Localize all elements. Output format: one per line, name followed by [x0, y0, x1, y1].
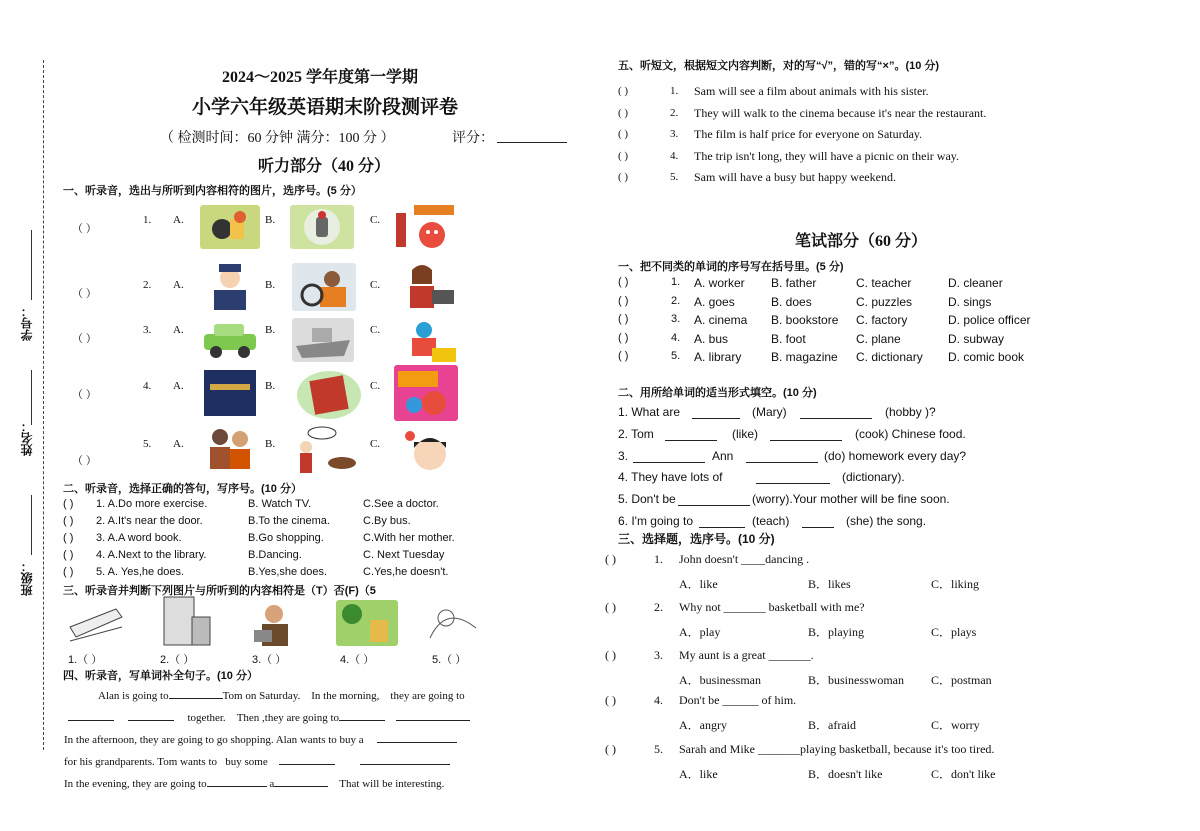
answer-paren[interactable]: ( )	[618, 276, 629, 288]
taxi-picture	[200, 318, 260, 360]
mc-option-c: C．don't like	[931, 767, 996, 781]
mc-option-b: B．playing	[808, 625, 864, 639]
word-option-a: A. cinema	[694, 313, 748, 327]
answer-paren[interactable]: ( )	[63, 515, 74, 527]
fill-blank[interactable]	[665, 440, 717, 441]
word-option-c: C. puzzles	[856, 294, 913, 309]
q4-line3: In the afternoon, they are going to go shopping. Alan wants to buy a	[64, 734, 457, 746]
answer-paren[interactable]: ( )	[618, 149, 629, 162]
fill-in-text: 5. Don't be	[618, 492, 676, 506]
option-a-label: A.	[173, 324, 184, 336]
upset-girl-picture	[400, 428, 456, 476]
mc-option-c: C．liking	[931, 577, 980, 591]
tf-answer-label[interactable]: 4.（ ）	[340, 654, 375, 666]
fill-blank[interactable]	[756, 483, 830, 484]
option-a-label: A.	[173, 279, 184, 291]
police-officer-picture	[202, 260, 258, 310]
mc-option-b: B．doesn't like	[808, 767, 883, 781]
exam-info: （ 检测时间：60 分钟 满分：100 分 ）	[160, 131, 395, 146]
tf-answer-label[interactable]: 3.（ ）	[252, 654, 287, 666]
mc-option-c: C．plays	[931, 625, 977, 639]
answer-paren[interactable]: ( )	[63, 566, 74, 578]
fill-blank[interactable]	[699, 527, 745, 528]
answer-paren[interactable]: ( )	[605, 648, 616, 662]
building-sketch-picture	[158, 593, 214, 649]
fill-in-text: Ann	[712, 449, 734, 463]
question-number: 4.	[143, 380, 152, 392]
mc-question: Why not _______ basketball with me?	[679, 600, 865, 614]
mc-option-a: A．businessman	[679, 673, 761, 687]
question-number: 1.	[671, 276, 681, 288]
train-sketch-picture	[66, 597, 126, 647]
answer-paren[interactable]: （ ）	[72, 455, 97, 467]
option-c-label: C.	[370, 380, 381, 392]
man-computer-picture	[250, 600, 300, 648]
answer-paren[interactable]: ( )	[63, 549, 74, 561]
question-number: 1.	[654, 552, 663, 566]
question-number: 2.	[654, 600, 663, 614]
question-number: 3.	[671, 313, 681, 325]
question-number: 4.	[670, 149, 679, 162]
q5-statement: The film is half price for everyone on Saturday.	[694, 127, 923, 141]
fill-blank[interactable]	[692, 418, 740, 419]
option-a-label: A.	[173, 380, 184, 392]
fill-blank[interactable]	[800, 418, 872, 419]
word-option-c: C. factory	[856, 313, 908, 327]
fill-in-text: (she) the song.	[846, 514, 927, 528]
answer-paren[interactable]: ( )	[605, 742, 616, 756]
class-label: 班级：	[20, 560, 34, 596]
student-id-label: 学号：	[20, 305, 34, 341]
fill-in-text: (worry).Your mother will be fine soon.	[752, 492, 950, 506]
mc-option-a: A．play	[679, 625, 721, 639]
driver-picture	[292, 263, 356, 311]
class-field[interactable]	[31, 495, 32, 555]
mc-option-b: B．likes	[808, 577, 851, 591]
fill-in-text: 1. What are	[618, 405, 681, 419]
q4-line5: In the evening, they are going to a That will be interesting.	[64, 778, 445, 790]
score-label: 评分：	[452, 131, 494, 146]
question-number: 5.	[143, 438, 152, 450]
mc-option-b: B．afraid	[808, 718, 856, 732]
option-b-label: B.	[265, 214, 276, 226]
mc-question: Sarah and Mike _______playing basketball, because it's too tired.	[679, 742, 995, 756]
writing-q1-title: 一、把不同类的单词的序号写在括号里。(5 分)	[618, 261, 844, 273]
question-number: 2.	[670, 106, 679, 119]
question-number: 5.	[654, 742, 663, 756]
fill-in-text: (dictionary).	[842, 470, 905, 484]
mc-question: Don't be ______ of him.	[679, 693, 797, 707]
q5-statement: The trip isn't long, they will have a picnic on their way.	[694, 148, 959, 163]
q2-option-b: B.Go shopping.	[248, 532, 324, 544]
q2-option-c: C.By bus.	[363, 515, 411, 527]
tf-answer-label[interactable]: 1.（ ）	[68, 654, 103, 666]
mc-option-a: A．angry	[679, 718, 727, 732]
q2-option-b: B.Yes,she does.	[248, 566, 328, 578]
question-number: 5.	[671, 350, 681, 362]
q2-option-b: B. Watch TV.	[248, 498, 312, 510]
q5-statement: Sam will have a busy but happy weekend.	[694, 170, 896, 184]
word-option-c: C. dictionary	[856, 350, 923, 364]
kids-picture	[402, 318, 458, 364]
fill-blank[interactable]	[678, 505, 750, 506]
sketch-scene-picture	[426, 598, 480, 646]
listening-q4-title: 四、听录音，写单词补全句子。(10 分）	[63, 670, 258, 682]
fill-in-text: (cook) Chinese food.	[855, 427, 966, 441]
mc-option-a: A．like	[679, 577, 718, 591]
fill-blank[interactable]	[802, 527, 834, 528]
word-option-d: D. cleaner	[948, 276, 1003, 290]
option-c-label: C.	[370, 438, 381, 450]
fill-in-text: 4. They have lots of	[618, 470, 723, 484]
answer-paren[interactable]: ( )	[618, 331, 629, 344]
option-b-label: B.	[265, 380, 276, 392]
q5-statement: They will walk to the cinema because it's near the restaurant.	[694, 105, 987, 120]
word-option-d: D. comic book	[948, 350, 1025, 364]
fill-blank[interactable]	[633, 462, 705, 463]
year-line: 2024～2025 学年度第一学期	[222, 69, 419, 86]
q2-option-c: C.See a doctor.	[363, 498, 439, 510]
exam-title: 小学六年级英语期末阶段测评卷	[192, 97, 459, 118]
answer-paren[interactable]: ( )	[605, 552, 616, 566]
answer-paren[interactable]: ( )	[618, 294, 629, 307]
word-option-d: D. subway	[948, 331, 1005, 346]
answer-paren[interactable]: ( )	[63, 532, 74, 544]
word-option-a: A. goes	[694, 294, 735, 309]
q2-option-c: C.With her mother.	[363, 532, 455, 544]
listening-q5-title: 五、听短文，根据短文内容判断，对的写“√”，错的写“×”。(10 分)	[618, 60, 940, 72]
question-number: 3.	[654, 648, 663, 662]
option-a-label: A.	[173, 214, 184, 226]
option-c-label: C.	[370, 324, 381, 336]
word-option-b: B. foot	[771, 331, 806, 346]
tf-answer-label[interactable]: 5.（ ）	[432, 654, 467, 666]
writing-title: 笔试部分（60 分）	[795, 233, 928, 250]
answer-paren[interactable]: ( )	[618, 313, 629, 325]
answer-paren[interactable]: ( )	[618, 106, 629, 119]
q2-option-a: 2. A.It's near the door.	[96, 515, 203, 527]
q2-option-a: 5. A. Yes,he does.	[96, 566, 185, 578]
score-field[interactable]	[497, 142, 567, 143]
word-option-c: C. teacher	[856, 276, 912, 290]
word-option-a: A. library	[694, 350, 742, 364]
listening-q1-title: 一、听录音，选出与所听到内容相符的图片，选序号。(5 分）	[63, 185, 362, 197]
option-c-label: C.	[370, 214, 381, 226]
word-option-b: B. bookstore	[771, 313, 839, 327]
question-number: 5.	[670, 171, 679, 183]
q4-line4: for his grandparents. Tom wants to buy some	[64, 756, 450, 768]
question-number: 3.	[670, 128, 679, 140]
q2-option-c: C. Next Tuesday	[363, 549, 445, 561]
fill-blank[interactable]	[770, 440, 842, 441]
couple-picture	[200, 425, 260, 473]
listening-q2-title: 二、听录音，选择正确的答句，写序号。(10 分）	[63, 483, 302, 495]
answer-paren[interactable]: ( )	[63, 498, 74, 510]
answer-paren[interactable]: ( )	[618, 350, 629, 362]
q4-line2: together. Then ,they are going to	[68, 712, 470, 724]
mc-option-c: C．worry	[931, 718, 980, 732]
mc-question: John doesn't ____dancing .	[679, 552, 810, 566]
fill-in-text: 6. I'm going to	[618, 514, 693, 528]
option-c-label: C.	[370, 279, 381, 291]
option-b-label: B.	[265, 324, 276, 336]
q5-statement: Sam will see a film about animals with his sister.	[694, 84, 929, 98]
park-picture	[336, 600, 398, 646]
writing-q2-title: 二、用所给单词的适当形式填空。(10 分)	[618, 387, 817, 399]
question-number: 3.	[143, 324, 152, 336]
q2-option-b: B.Dancing.	[248, 549, 302, 561]
answer-paren[interactable]: ( )	[618, 128, 629, 140]
q2-option-a: 3. A.A word book.	[96, 532, 182, 544]
name-label: 姓名：	[20, 420, 34, 456]
question-number: 1.	[143, 214, 152, 226]
robot-picture	[290, 205, 354, 249]
q2-option-a: 4. A.Next to the library.	[96, 549, 207, 561]
q2-option-b: B.To the cinema.	[248, 515, 330, 527]
q2-option-a: 1. A.Do more exercise.	[96, 498, 208, 510]
question-number: 4.	[671, 331, 681, 344]
option-b-label: B.	[265, 279, 276, 291]
q2-option-c: C.Yes,he doesn't.	[363, 566, 449, 578]
q4-line1: Alan is going to Tom on Saturday. In the morning, they are going to	[98, 690, 465, 702]
option-a-label: A.	[173, 438, 184, 450]
mc-option-a: A．like	[679, 767, 718, 781]
question-number: 2.	[143, 279, 152, 291]
answer-paren[interactable]: ( )	[618, 85, 629, 97]
binding-dashed-line	[43, 60, 44, 750]
fill-in-text: (do) homework every day?	[824, 449, 967, 463]
question-number: 1.	[670, 85, 679, 97]
answer-paren[interactable]: （ ）	[72, 333, 97, 345]
word-option-b: B. magazine	[771, 350, 838, 364]
word-option-a: A. bus	[694, 331, 729, 346]
tf-answer-label[interactable]: 2.（ ）	[160, 654, 195, 666]
film-camera-picture	[200, 205, 260, 249]
office-worker-picture	[398, 260, 456, 312]
fill-in-text: (Mary)	[752, 405, 787, 419]
answer-paren[interactable]: （ ）	[72, 389, 97, 401]
dictionary-book-picture	[200, 368, 260, 418]
fill-in-text: (hobby )?	[885, 405, 936, 419]
student-id-field[interactable]	[31, 230, 32, 300]
fill-in-text: 3.	[618, 449, 629, 463]
fill-in-text: (teach)	[752, 514, 790, 528]
word-option-d: D. sings	[948, 294, 992, 309]
answer-paren[interactable]: ( )	[618, 171, 629, 183]
answer-paren[interactable]: ( )	[605, 693, 616, 707]
question-number: 4.	[654, 693, 663, 707]
ship-picture	[292, 318, 354, 362]
fill-blank[interactable]	[746, 462, 818, 463]
mc-option-c: C．postman	[931, 673, 992, 687]
comic-book-picture	[394, 365, 458, 421]
word-option-a: A. worker	[694, 276, 745, 290]
fill-in-text: (like)	[732, 427, 758, 441]
writing-q3-title: 三、选择题，选序号。(10 分)	[618, 532, 775, 546]
word-option-b: B. father	[771, 276, 817, 290]
answer-paren[interactable]: （ ）	[72, 288, 97, 300]
option-b-label: B.	[265, 438, 276, 450]
boy-and-dog-picture	[292, 425, 366, 475]
word-option-c: C. plane	[856, 331, 901, 346]
answer-paren[interactable]: ( )	[605, 600, 616, 614]
answer-paren[interactable]: （ ）	[72, 223, 97, 235]
restaurant-picture	[392, 203, 456, 251]
listening-q3-title: 三、听录音并判断下列图片与所听到的内容相符是（T）否(F)（5	[63, 585, 376, 597]
question-number: 2.	[671, 294, 681, 307]
word-option-b: B. does	[771, 294, 812, 309]
mc-question: My aunt is a great _______.	[679, 648, 814, 662]
fill-in-text: 2. Tom	[618, 427, 654, 441]
word-option-d: D. police officer	[948, 313, 1031, 327]
listening-title: 听力部分（40 分）	[258, 158, 391, 175]
name-field[interactable]	[31, 370, 32, 425]
magazine-picture	[296, 370, 362, 420]
mc-option-b: B．businesswoman	[808, 673, 905, 687]
